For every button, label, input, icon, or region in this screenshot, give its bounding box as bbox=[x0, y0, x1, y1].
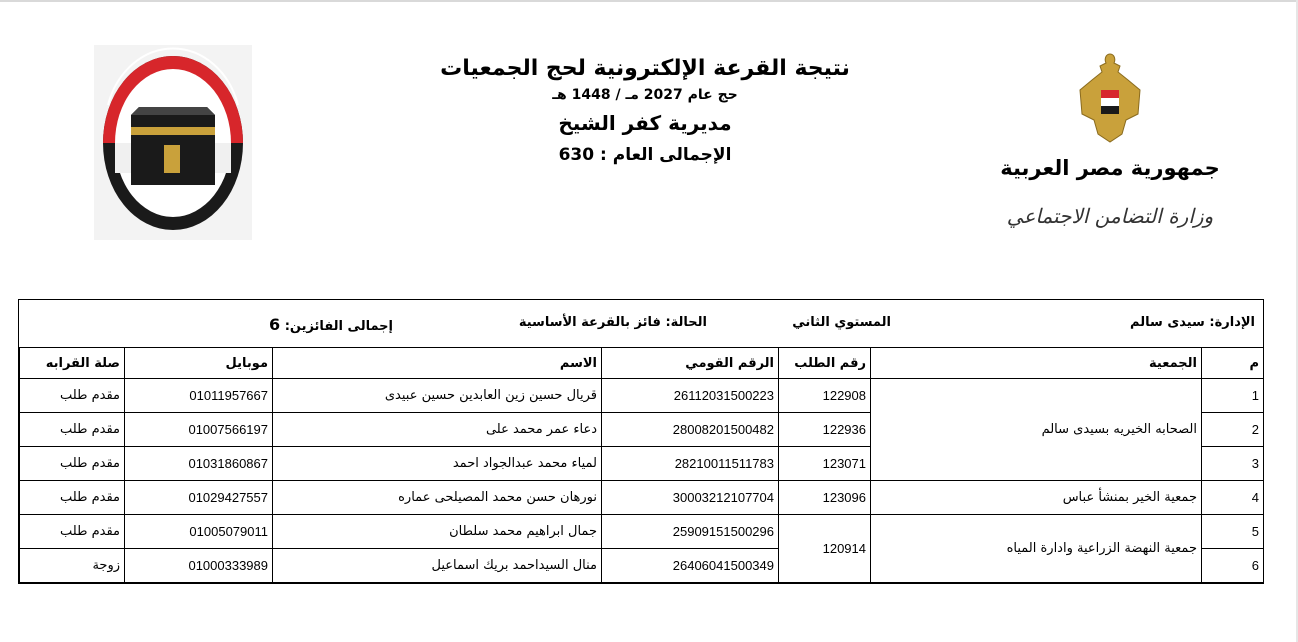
admin-value: سيدى سالم bbox=[1130, 315, 1205, 330]
row-number: 6 bbox=[1202, 549, 1264, 583]
results-table-frame bbox=[18, 299, 1264, 584]
national-id: 25909151500296 bbox=[602, 515, 779, 549]
status-label: الحالة: bbox=[665, 315, 707, 330]
ministry-logo bbox=[1000, 50, 1220, 250]
row-number: 5 bbox=[1202, 515, 1264, 549]
relation: مقدم طلب bbox=[20, 447, 125, 481]
relation: مقدم طلب bbox=[20, 379, 125, 413]
report-header bbox=[420, 56, 870, 165]
request-number: 123071 bbox=[779, 447, 871, 481]
directorate-name: مديرية كفر الشيخ bbox=[558, 111, 732, 135]
status-value: فائز بالقرعة الأساسية bbox=[518, 315, 661, 330]
col-header-national-id: الرقم القومي bbox=[602, 348, 779, 379]
association-cell: جمعية الخير بمنشأ عباس bbox=[871, 481, 1202, 515]
table-header-row bbox=[20, 348, 1264, 379]
col-header-request: رقم الطلب bbox=[779, 348, 871, 379]
relation: مقدم طلب bbox=[20, 413, 125, 447]
request-number: 122908 bbox=[779, 379, 871, 413]
national-id: 28210011511783 bbox=[602, 447, 779, 481]
row-number: 4 bbox=[1202, 481, 1264, 515]
col-header-name: الاسم bbox=[273, 348, 602, 379]
results-table bbox=[19, 347, 1264, 583]
table-row bbox=[20, 379, 1264, 413]
national-id: 30003212107704 bbox=[602, 481, 779, 515]
admin-label: الإدارة: bbox=[1209, 315, 1255, 330]
request-number: 120914 bbox=[779, 515, 871, 583]
mobile-number: 01031860867 bbox=[125, 447, 273, 481]
status-info bbox=[519, 315, 707, 330]
relation: مقدم طلب bbox=[20, 515, 125, 549]
national-id: 28008201500482 bbox=[602, 413, 779, 447]
association-cell: الصحابه الخيريه بسيدى سالم bbox=[871, 379, 1202, 481]
country-name: جمهورية مصر العربية bbox=[1000, 156, 1220, 180]
col-header-mobile: موبايل bbox=[125, 348, 273, 379]
col-header-relation: صلة القرابه bbox=[20, 348, 125, 379]
eagle-emblem-icon bbox=[1072, 50, 1148, 146]
association-cell: جمعية النهضة الزراعية وادارة المياه bbox=[871, 515, 1202, 583]
person-name: نورهان حسن محمد المصيلحى عماره bbox=[273, 481, 602, 515]
table-row bbox=[20, 515, 1264, 549]
mobile-number: 01000333989 bbox=[125, 549, 273, 583]
winners-info bbox=[269, 315, 393, 334]
mobile-number: 01011957667 bbox=[125, 379, 273, 413]
hajj-year: حج عام 2027 مـ / 1448 هـ bbox=[552, 87, 738, 103]
person-name: منال السيداحمد بريك اسماعيل bbox=[273, 549, 602, 583]
relation: زوجة bbox=[20, 549, 125, 583]
mobile-number: 01005079011 bbox=[125, 515, 273, 549]
mobile-number: 01029427557 bbox=[125, 481, 273, 515]
kaaba-emblem-icon bbox=[94, 45, 252, 240]
person-name: جمال ابراهيم محمد سلطان bbox=[273, 515, 602, 549]
level-value: المستوي الثاني bbox=[792, 315, 891, 330]
person-name: دعاء عمر محمد على bbox=[273, 413, 602, 447]
winners-value: 6 bbox=[269, 315, 281, 334]
grand-total: الإجمالى العام : 630 bbox=[558, 145, 732, 165]
row-number: 2 bbox=[1202, 413, 1264, 447]
ministry-name: وزارة التضامن الاجتماعي bbox=[1006, 204, 1214, 228]
kaaba-logo bbox=[94, 45, 252, 240]
top-border-line bbox=[0, 0, 1298, 2]
mobile-number: 01007566197 bbox=[125, 413, 273, 447]
winners-label: إجمالى الفائزين: bbox=[284, 319, 393, 334]
table-row bbox=[20, 481, 1264, 515]
request-number: 123096 bbox=[779, 481, 871, 515]
national-id: 26112031500223 bbox=[602, 379, 779, 413]
report-title: نتيجة القرعة الإلكترونية لحج الجمعيات bbox=[440, 56, 850, 81]
national-id: 26406041500349 bbox=[602, 549, 779, 583]
person-name: لمياء محمد عبدالجواد احمد bbox=[273, 447, 602, 481]
filter-info-row bbox=[19, 300, 1263, 347]
col-header-m: م bbox=[1202, 348, 1264, 379]
admin-info bbox=[1130, 315, 1255, 330]
row-number: 1 bbox=[1202, 379, 1264, 413]
request-number: 122936 bbox=[779, 413, 871, 447]
person-name: قريال حسين زين العابدين حسين عبيدى bbox=[273, 379, 602, 413]
col-header-association: الجمعية bbox=[871, 348, 1202, 379]
relation: مقدم طلب bbox=[20, 481, 125, 515]
row-number: 3 bbox=[1202, 447, 1264, 481]
